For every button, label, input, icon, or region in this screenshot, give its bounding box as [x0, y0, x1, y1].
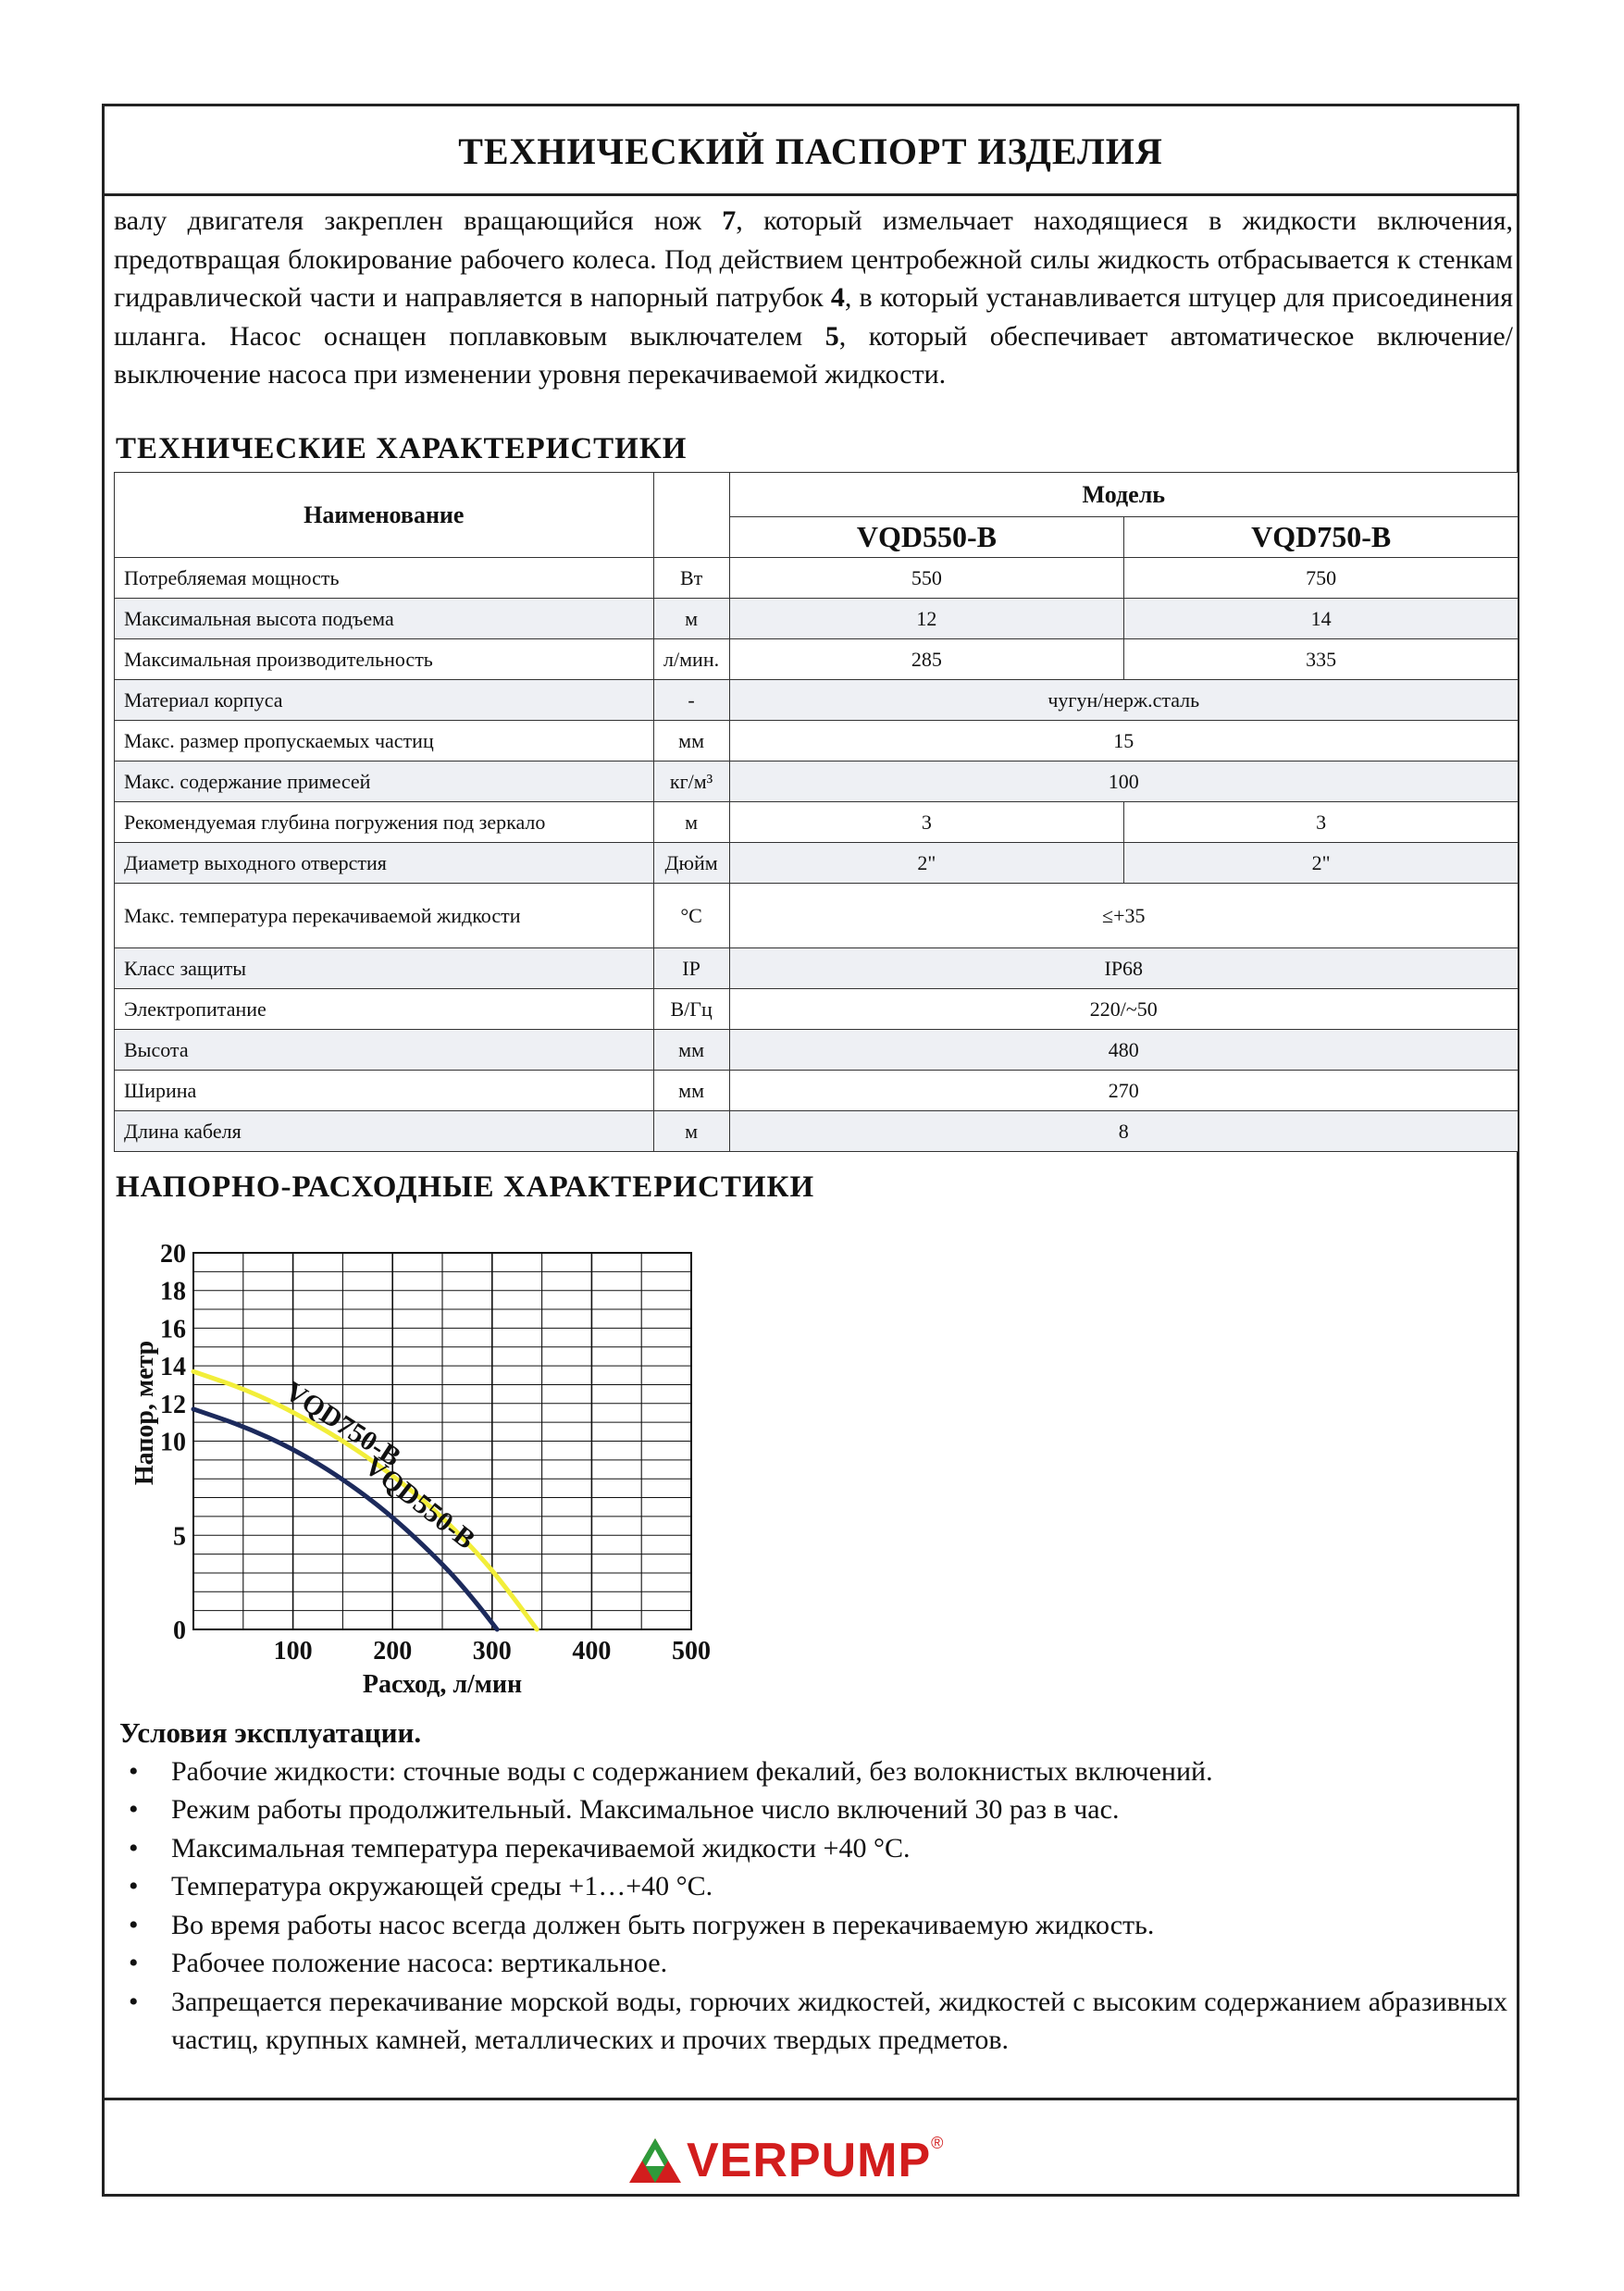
condition-item: • Рабочие жидкости: сточные воды с содержанием фекалий, без волокнистых включений.	[119, 1752, 1507, 1791]
table-row	[115, 843, 1519, 884]
header-model-1: VQD550-B	[729, 517, 1124, 558]
param-value-model-1: 3	[729, 802, 1124, 843]
header-model: Модель	[729, 473, 1518, 517]
param-unit: мм	[653, 721, 729, 762]
param-name: Диаметр выходного отверстия	[115, 843, 654, 884]
param-unit: л/мин.	[653, 639, 729, 680]
param-unit: Дюйм	[653, 843, 729, 884]
param-value-model-2: 3	[1124, 802, 1519, 843]
condition-item: • Запрещается перекачивание морской воды, горючих жидкостей, жидкостей с высоким содержанием абразивных частиц, крупных камней, металлических и прочих твердых предметов.	[119, 1983, 1507, 2060]
param-unit: Вт	[653, 558, 729, 599]
param-name: Макс. температура перекачиваемой жидкости	[115, 884, 654, 948]
y-tick-label: 18	[160, 1277, 186, 1306]
header-model-2: VQD750-B	[1124, 517, 1519, 558]
specs-section-title: ТЕХНИЧЕСКИЕ ХАРАКТЕРИСТИКИ	[116, 432, 688, 465]
param-unit: IP	[653, 948, 729, 989]
header-name: Наименование	[115, 473, 654, 558]
param-unit: мм	[653, 1030, 729, 1071]
param-value: 270	[729, 1071, 1518, 1111]
param-value: 15	[729, 721, 1518, 762]
param-unit: м	[653, 1111, 729, 1152]
param-name: Макс. размер пропускаемых частиц	[115, 721, 654, 762]
table-row	[115, 639, 1519, 680]
logo-registered-mark: ®	[931, 2134, 944, 2152]
param-value-model-2: 2"	[1124, 843, 1519, 884]
param-value-model-1: 550	[729, 558, 1124, 599]
x-tick-label: 100	[273, 1637, 313, 1666]
series-label: VQD550-B	[358, 1450, 481, 1555]
param-value-model-2: 335	[1124, 639, 1519, 680]
param-name: Рекомендуемая глубина погружения под зеркало	[115, 802, 654, 843]
table-row	[115, 680, 1519, 721]
table-row	[115, 1071, 1519, 1111]
x-tick-label: 500	[672, 1637, 711, 1666]
param-value: 100	[729, 762, 1518, 802]
document-title: ТЕХНИЧЕСКИЙ ПАСПОРТ ИЗДЕЛИЯ	[105, 106, 1517, 196]
param-value-model-2: 750	[1124, 558, 1519, 599]
param-value: ≤+35	[729, 884, 1518, 948]
param-value-model-2: 14	[1124, 599, 1519, 639]
y-tick-label: 12	[160, 1390, 186, 1419]
x-axis-label: Расход, л/мин	[362, 1670, 523, 1699]
param-unit: мм	[653, 1071, 729, 1111]
param-value: IP68	[729, 948, 1518, 989]
y-tick-label: 5	[173, 1522, 186, 1552]
param-name: Электропитание	[115, 989, 654, 1030]
param-value: 8	[729, 1111, 1518, 1152]
param-name: Потребляемая мощность	[115, 558, 654, 599]
param-name: Макс. содержание примесей	[115, 762, 654, 802]
param-unit: °C	[653, 884, 729, 948]
series-label: VQD750-B	[279, 1375, 406, 1473]
condition-item: • Рабочее положение насоса: вертикальное.	[119, 1944, 1507, 1983]
y-tick-label: 20	[160, 1240, 186, 1269]
param-name: Ширина	[115, 1071, 654, 1111]
logo-text: VERPUMP	[687, 2134, 932, 2187]
x-tick-label: 400	[572, 1637, 612, 1666]
param-unit: кг/м³	[653, 762, 729, 802]
table-row	[115, 948, 1519, 989]
param-unit: м	[653, 599, 729, 639]
table-row	[115, 989, 1519, 1030]
footer-divider	[105, 2098, 1517, 2100]
param-name: Высота	[115, 1030, 654, 1071]
header-unit-blank	[653, 473, 729, 558]
param-name: Максимальная производительность	[115, 639, 654, 680]
chart-section-title: НАПОРНО-РАСХОДНЫЕ ХАРАКТЕРИСТИКИ	[116, 1170, 815, 1204]
param-name: Длина кабеля	[115, 1111, 654, 1152]
condition-item: • Во время работы насос всегда должен быть погружен в перекачиваемую жидкость.	[119, 1906, 1507, 1945]
param-value: чугун/нерж.сталь	[729, 680, 1518, 721]
param-value: 220/~50	[729, 989, 1518, 1030]
verpump-logo	[627, 2128, 943, 2193]
conditions-list	[119, 1752, 1507, 2060]
table-row	[115, 1111, 1519, 1152]
param-name: Материал корпуса	[115, 680, 654, 721]
y-tick-label: 10	[160, 1428, 186, 1457]
y-tick-label: 16	[160, 1315, 186, 1344]
intro-paragraph: валу двигателя закреплен вращающийся нож 7, который измельчает находящиеся в жидкости включения, предотвращая блокирование рабочего колеса. Под действием центробежной силы жидкость отбрасывается к стенкам гидравлической части и направляется в напорный патрубок 4, в который устанавливается штуцер для присоединения шланга. Насос оснащен поплавковым выключателем 5, который обеспечивает автоматическое включение/ выключение насоса при изменении уровня перекачиваемой жидкости.	[114, 205, 1514, 390]
table-row	[115, 884, 1519, 948]
y-tick-label: 14	[160, 1353, 186, 1382]
table-row	[115, 762, 1519, 802]
y-tick-label: 0	[173, 1616, 186, 1645]
param-name: Класс защиты	[115, 948, 654, 989]
condition-item: • Максимальная температура перекачиваемой жидкости +40 °C.	[119, 1829, 1507, 1868]
x-tick-label: 200	[373, 1637, 413, 1666]
specs-table	[114, 472, 1519, 1152]
param-value-model-1: 285	[729, 639, 1124, 680]
table-row	[115, 599, 1519, 639]
condition-item: • Режим работы продолжительный. Максимальное число включений 30 раз в час.	[119, 1790, 1507, 1829]
head-flow-chart	[130, 1217, 836, 1699]
table-row	[115, 802, 1519, 843]
page-frame	[102, 104, 1519, 2197]
operating-conditions	[119, 1714, 1507, 2060]
param-value: 480	[729, 1030, 1518, 1071]
logo-triangle-icon	[627, 2136, 683, 2185]
table-row	[115, 558, 1519, 599]
conditions-title: Условия эксплуатации.	[119, 1716, 422, 1749]
condition-item: • Температура окружающей среды +1…+40 °C.	[119, 1867, 1507, 1906]
param-unit: м	[653, 802, 729, 843]
x-tick-label: 300	[472, 1637, 512, 1666]
table-row	[115, 1030, 1519, 1071]
param-name: Максимальная высота подъема	[115, 599, 654, 639]
param-unit: -	[653, 680, 729, 721]
table-row	[115, 721, 1519, 762]
chart-svg	[130, 1217, 836, 1699]
param-unit: В/Гц	[653, 989, 729, 1030]
param-value-model-1: 12	[729, 599, 1124, 639]
param-value-model-1: 2"	[729, 843, 1124, 884]
y-axis-label: Напор, метр	[130, 1340, 159, 1486]
